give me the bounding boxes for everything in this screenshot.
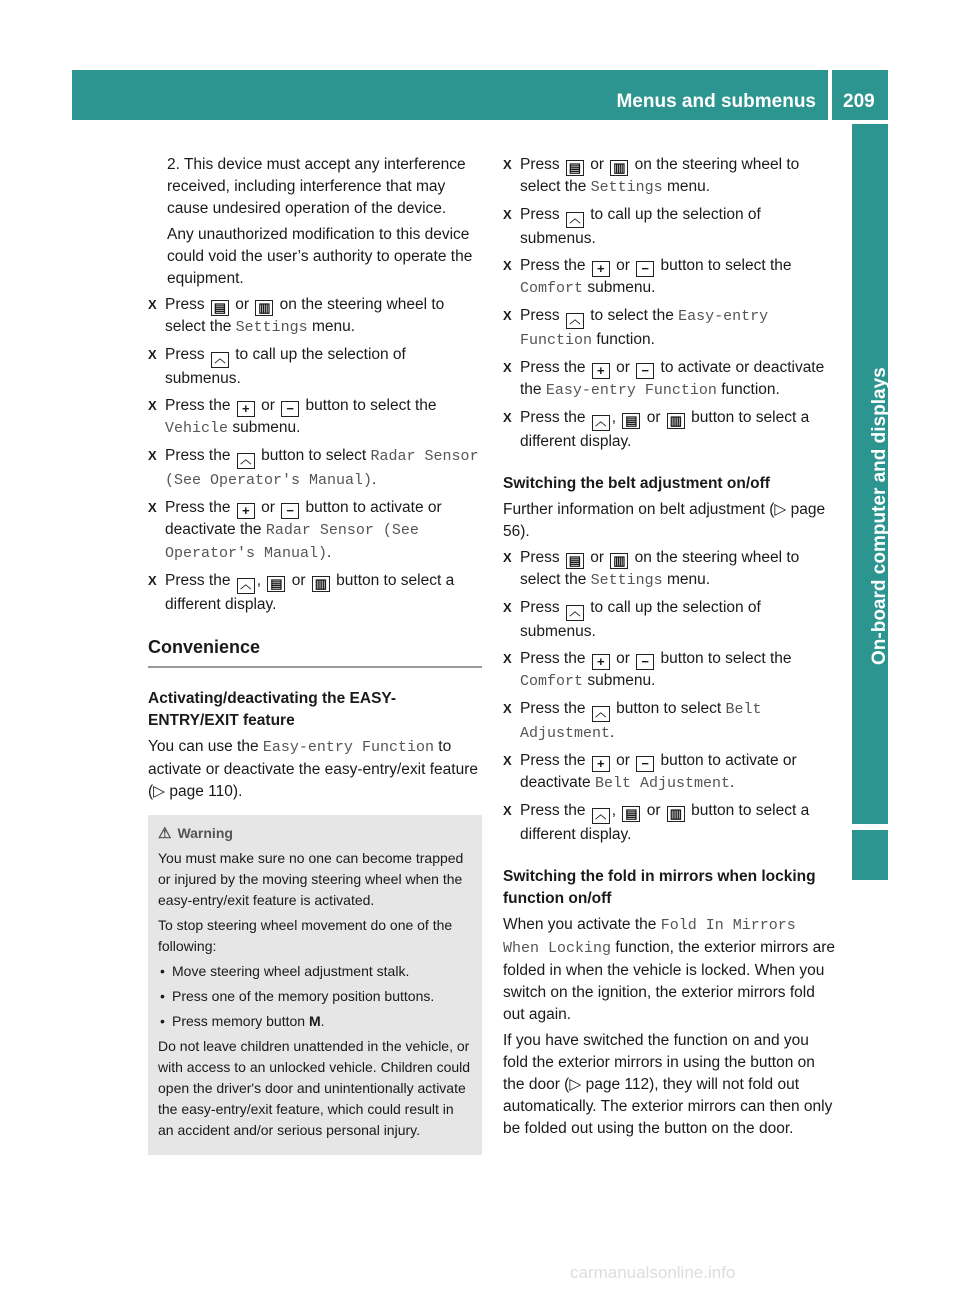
- step-item: X Press the + or − button to select the Vehicle submenu.: [148, 397, 437, 437]
- arrow-icon: X: [503, 701, 512, 716]
- plus-key-icon: +: [592, 363, 610, 379]
- step-item: X Press the + or − button to select the Comfort submenu.: [503, 257, 792, 297]
- arrow-icon: X: [503, 308, 512, 323]
- page-number: 209: [843, 91, 875, 112]
- plus-key-icon: +: [592, 261, 610, 277]
- arrow-icon: X: [503, 157, 512, 172]
- arrow-icon: X: [503, 258, 512, 273]
- step-item: X Press ︿ to call up the selection of submenus.: [148, 346, 406, 387]
- side-tab: [852, 124, 888, 824]
- menu-right-key-icon: ▥: [312, 576, 330, 592]
- menu-left-key-icon: ▤: [622, 806, 640, 822]
- step-item: X Press the ︿ button to select Radar Sensor (See Operator's Manual).: [148, 447, 479, 489]
- arrow-icon: X: [503, 600, 512, 615]
- up-key-icon: ︿: [592, 808, 610, 824]
- up-key-icon: ︿: [566, 313, 584, 329]
- arrow-icon: X: [148, 573, 157, 588]
- up-key-icon: ︿: [566, 605, 584, 621]
- up-key-icon: ︿: [566, 212, 584, 228]
- up-key-icon: ︿: [211, 352, 229, 368]
- intro-paragraph-2: Any unauthorized modification to this device could void the user’s authority to operate the equipment.: [167, 226, 473, 287]
- paragraph: When you activate the Fold In Mirrors When Locking function, the exterior mirrors are folded in when the vehicle is locked. When you switch on the ignition, the exterior mirrors fold out again.: [503, 916, 836, 1023]
- menu-left-key-icon: ▤: [566, 160, 584, 176]
- step-item: X Press the ︿ , ▤ or ▥ button to select a different display.: [148, 572, 455, 613]
- side-tab-label: On-board computer and displays: [869, 367, 890, 665]
- arrow-icon: X: [503, 651, 512, 666]
- step-item: X Press ︿ to call up the selection of submenus.: [503, 599, 761, 640]
- right-column: [503, 154, 837, 1144]
- warning-bullet: • Press memory button M.: [158, 1011, 472, 1032]
- warning-paragraph: You must make sure no one can become trapped or injured by the moving steering wheel when the easy-entry/exit feature is activated.: [158, 850, 464, 908]
- menu-left-key-icon: ▤: [211, 300, 229, 316]
- subsection-title: Switching the belt adjustment on/off: [503, 475, 770, 492]
- header-title: Menus and submenus: [616, 91, 816, 112]
- intro-paragraph-1: 2. This device must accept any interference received, including interference that may cause undesired operation of the device.: [167, 156, 466, 217]
- arrow-icon: X: [148, 398, 157, 413]
- up-key-icon: ︿: [592, 706, 610, 722]
- paragraph: Further information on belt adjustment (▷ page 56).: [503, 501, 826, 540]
- minus-key-icon: −: [281, 503, 299, 519]
- warning-bullet: • Press one of the memory position buttons.: [158, 986, 472, 1007]
- warning-paragraph: Do not leave children unattended in the vehicle, or with access to an unlocked vehicle. Children could open the driver's door and unintentionally activate the easy-entry/exit feature, which could result in an accident and/or serious personal injury.: [158, 1038, 471, 1138]
- warning-bullet: • Move steering wheel adjustment stalk.: [158, 961, 472, 982]
- menu-right-key-icon: ▥: [610, 553, 628, 569]
- menu-right-key-icon: ▥: [255, 300, 273, 316]
- subsection-title: Activating/deactivating the EASY-ENTRY/EXIT feature: [148, 690, 397, 729]
- up-key-icon: ︿: [237, 578, 255, 594]
- menu-left-key-icon: ▤: [267, 576, 285, 592]
- warning-triangle-icon: ⚠: [158, 825, 172, 842]
- minus-key-icon: −: [636, 363, 654, 379]
- up-key-icon: ︿: [237, 453, 255, 469]
- arrow-icon: X: [503, 753, 512, 768]
- step-item: X Press ▤ or ▥ on the steering wheel to select the Settings menu.: [148, 296, 445, 336]
- up-key-icon: ︿: [592, 415, 610, 431]
- menu-right-key-icon: ▥: [610, 160, 628, 176]
- minus-key-icon: −: [636, 261, 654, 277]
- minus-key-icon: −: [636, 756, 654, 772]
- minus-key-icon: −: [636, 654, 654, 670]
- plus-key-icon: +: [237, 401, 255, 417]
- step-item: X Press the + or − button to activate or deactivate Belt Adjustment.: [503, 752, 797, 792]
- arrow-icon: X: [148, 500, 157, 515]
- header-bar: [72, 70, 828, 120]
- step-item: X Press ▤ or ▥ on the steering wheel to select the Settings menu.: [503, 549, 800, 589]
- left-column: [148, 154, 482, 1155]
- step-item: X Press ︿ to call up the selection of submenus.: [503, 206, 761, 247]
- step-item: X Press ▤ or ▥ on the steering wheel to select the Settings menu.: [503, 156, 800, 196]
- arrow-icon: X: [503, 410, 512, 425]
- step-item: X Press the ︿ , ▤ or ▥ button to select a different display.: [503, 802, 810, 843]
- section-title: Convenience: [148, 636, 482, 668]
- arrow-icon: X: [503, 803, 512, 818]
- plus-key-icon: +: [592, 756, 610, 772]
- minus-key-icon: −: [281, 401, 299, 417]
- step-item: X Press the + or − button to activate or deactivate the Radar Sensor (See Operator's Manual).: [148, 499, 442, 562]
- menu-left-key-icon: ▤: [566, 553, 584, 569]
- plus-key-icon: +: [592, 654, 610, 670]
- step-item: X Press the ︿ , ▤ or ▥ button to select a different display.: [503, 409, 810, 450]
- warning-paragraph: To stop steering wheel movement do one of the following:: [158, 917, 453, 954]
- warning-title: Warning: [177, 825, 233, 841]
- side-tab-block: [852, 830, 888, 880]
- step-item: X Press the ︿ button to select Belt Adjustment.: [503, 700, 762, 742]
- paragraph: You can use the Easy-entry Function to activate or deactivate the easy-entry/exit feature (▷ page 110).: [148, 738, 478, 800]
- arrow-icon: X: [503, 360, 512, 375]
- warning-box: [148, 815, 482, 1155]
- arrow-icon: X: [503, 550, 512, 565]
- step-item: X Press the + or − to activate or deactivate the Easy-entry Function function.: [503, 359, 825, 399]
- step-item: X Press the + or − button to select the Comfort submenu.: [503, 650, 792, 690]
- step-item: X Press ︿ to select the Easy-entry Function function.: [503, 307, 769, 349]
- paragraph: If you have switched the function on and you fold the exterior mirrors in using the button on the door (▷ page 112), they will not fold out automatically. The exterior mirrors can then only be folded out using the button on the door.: [503, 1032, 833, 1137]
- menu-right-key-icon: ▥: [667, 806, 685, 822]
- arrow-icon: X: [148, 297, 157, 312]
- subsection-title: Switching the fold in mirrors when locking function on/off: [503, 868, 816, 907]
- menu-left-key-icon: ▤: [622, 413, 640, 429]
- menu-right-key-icon: ▥: [667, 413, 685, 429]
- arrow-icon: X: [148, 448, 157, 463]
- arrow-icon: X: [148, 347, 157, 362]
- plus-key-icon: +: [237, 503, 255, 519]
- arrow-icon: X: [503, 207, 512, 222]
- watermark: carmanualsonline.info: [570, 1263, 736, 1282]
